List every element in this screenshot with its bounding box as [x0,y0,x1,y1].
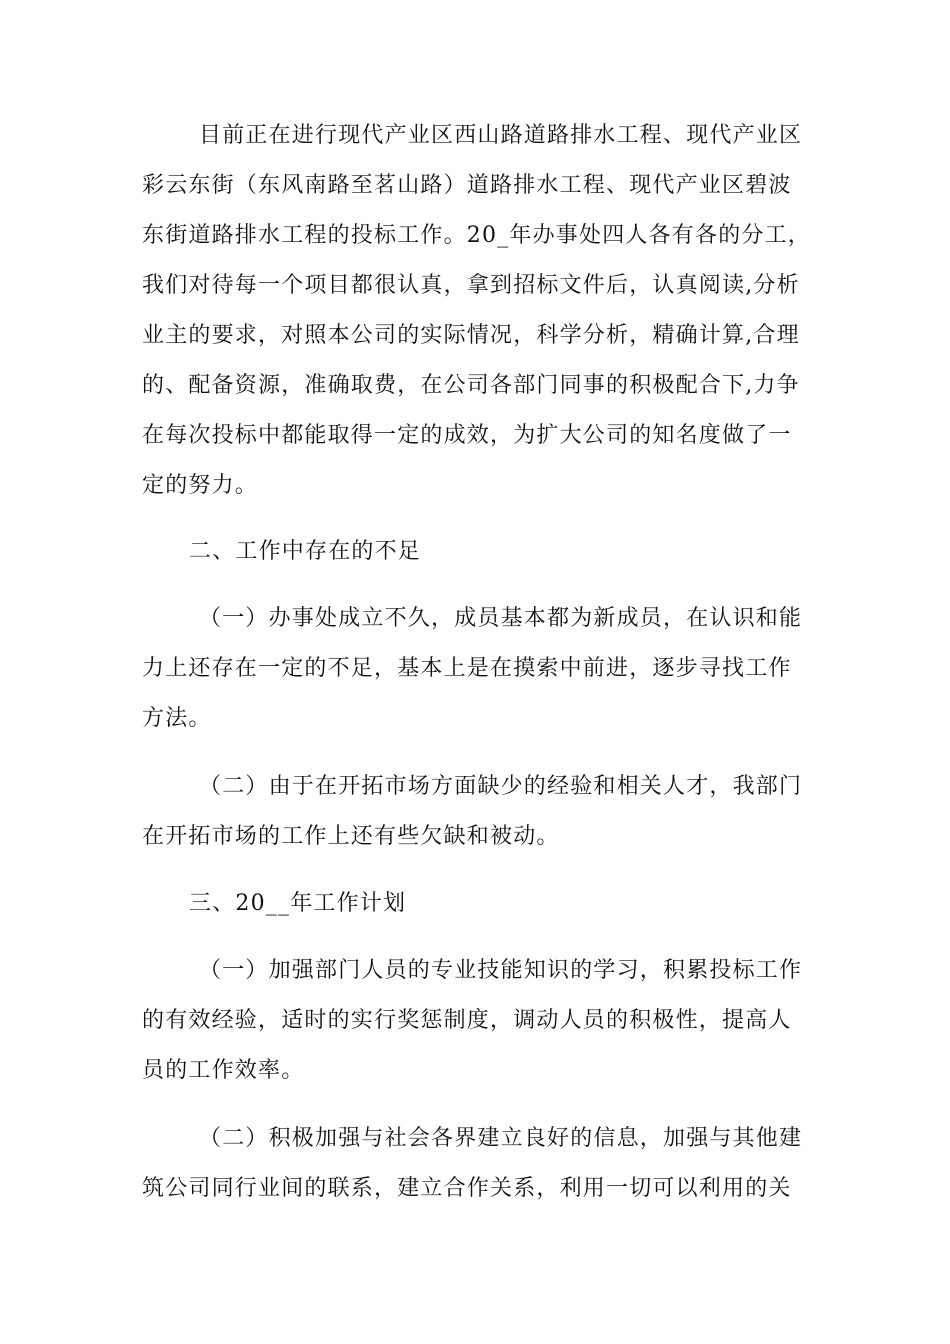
text-line: 在开拓市场的工作上还有些欠缺和被动。 [142,824,560,849]
text-line: （一）加强部门人员的专业技能知识的学习，积累投标工作 [199,958,803,983]
text-line: 方法。 [142,706,212,731]
text-line: 在每次投标中都能取得一定的成效，为扩大公司的知名度做了一 [142,423,792,448]
section-heading-shortcomings: 二、工作中存在的不足 [189,539,422,564]
section-heading-work-plan: 三、20__年工作计划 [189,891,407,916]
text-line: 的有效经验，适时的实行奖惩制度，调动人员的积极性，提高人 [142,1008,792,1033]
text-line: （二）积极加强与社会各界建立良好的信息，加强与其他建 [199,1126,803,1151]
text-line: 力上还存在一定的不足，基本上是在摸索中前进，逐步寻找工作 [142,656,792,681]
text-line: 东街道路排水工程的投标工作。20_年办事处四人各有各的分工， [142,223,811,248]
text-line: 定的努力。 [142,473,259,498]
text-line: （二）由于在开拓市场方面缺少的经验和相关人才，我部门 [199,774,803,799]
text-line: 员的工作效率。 [142,1058,305,1083]
text-line: 彩云东街（东风南路至茗山路）道路排水工程、现代产业区碧波 [142,173,792,198]
text-line: （一）办事处成立不久，成员基本都为新成员，在认识和能 [199,606,803,631]
text-line: 目前正在进行现代产业区西山路道路排水工程、现代产业区 [199,123,803,148]
text-line: 我们对待每一个项目都很认真，拿到招标文件后，认真阅读,分析 [142,273,800,298]
text-line: 的、配备资源，准确取费，在公司各部门同事的积极配合下,力争 [142,373,800,398]
text-line: 业主的要求，对照本公司的实际情况，科学分析，精确计算,合理 [142,323,800,348]
text-line: 筑公司同行业间的联系，建立合作关系，利用一切可以利用的关 [142,1176,792,1201]
